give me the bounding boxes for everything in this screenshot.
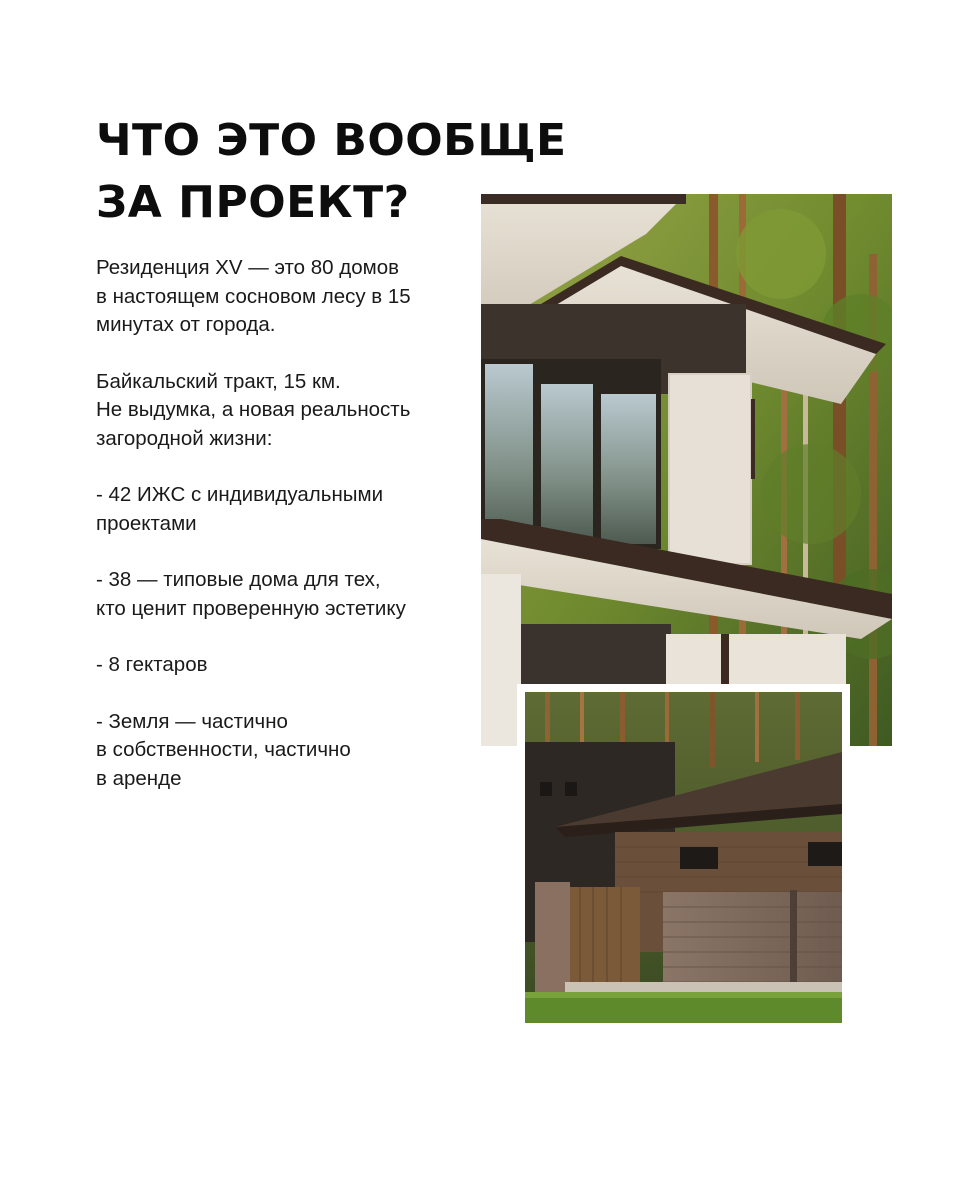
title-line-1: ЧТО ЭТО ВООБЩЕ bbox=[96, 115, 567, 166]
intro-line-2: в настоящем сосновом лесу в 15 bbox=[96, 284, 411, 308]
project-description bbox=[96, 254, 476, 821]
typical-line-2: кто ценит проверенную эстетику bbox=[96, 596, 406, 620]
individual-line-1: - 42 ИЖС с индивидуальными bbox=[96, 483, 384, 506]
land-item bbox=[96, 708, 476, 794]
area-line: - 8 гектаров bbox=[96, 653, 208, 676]
brick-house-photo bbox=[525, 692, 842, 1023]
location-line-1: Байкальский тракт, 15 км. bbox=[96, 369, 341, 393]
individual-houses-item bbox=[96, 481, 476, 538]
house-facade-photo bbox=[481, 194, 892, 746]
land-line-3: в аренде bbox=[96, 766, 182, 790]
area-item bbox=[96, 651, 476, 680]
intro-line-3: минутах от города. bbox=[96, 313, 276, 336]
location-line-3: загородной жизни: bbox=[96, 426, 273, 450]
location-line-2: Не выдумка, а новая реальность bbox=[96, 398, 411, 421]
location-paragraph bbox=[96, 368, 476, 454]
land-line-2: в собственности, частично bbox=[96, 738, 351, 761]
title-line-2: ЗА ПРОЕКТ? bbox=[96, 177, 410, 228]
land-line-1: - Земля — частично bbox=[96, 709, 288, 733]
intro-line-1: Резиденция XV — это 80 домов bbox=[96, 256, 399, 279]
typical-line-1: - 38 — типовые дома для тех, bbox=[96, 568, 381, 591]
typical-houses-item bbox=[96, 566, 476, 623]
individual-line-2: проектами bbox=[96, 511, 197, 535]
intro-paragraph bbox=[96, 254, 476, 340]
